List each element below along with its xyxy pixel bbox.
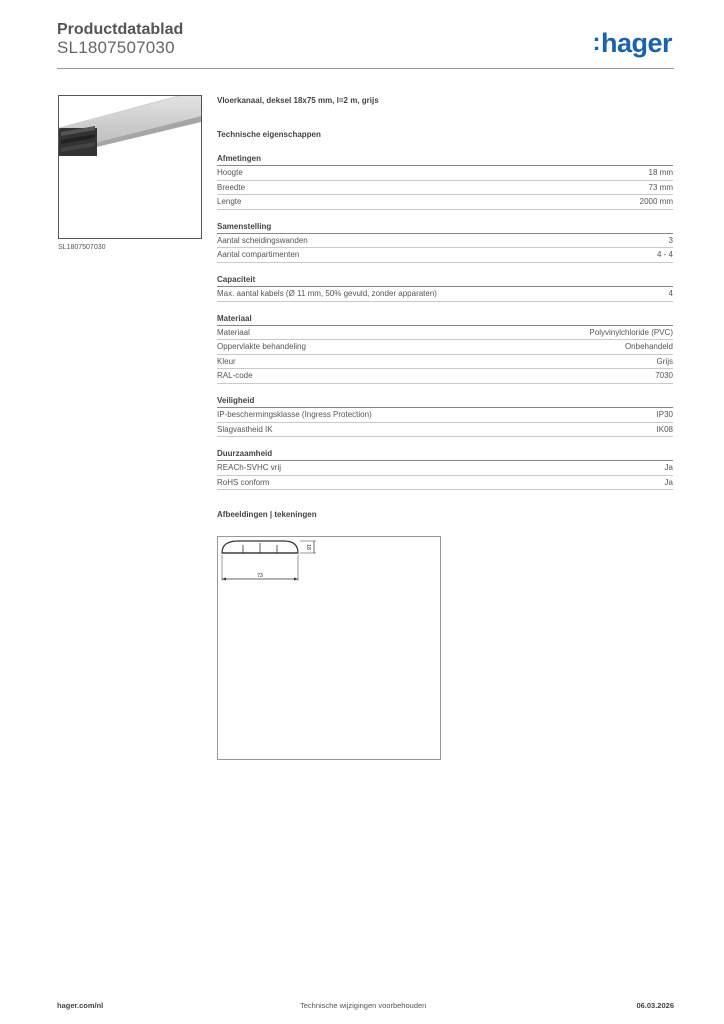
spec-value: 4 - 4 <box>656 250 673 260</box>
section-heading: Afmetingen <box>217 154 673 166</box>
spec-label: Aantal scheidingswanden <box>217 235 308 245</box>
spec-label: REACh-SVHC vrij <box>217 463 282 473</box>
spec-value: Ja <box>664 477 673 487</box>
footer-date: 06.03.2026 <box>636 1001 674 1010</box>
spec-row <box>217 326 673 341</box>
footer-disclaimer: Technische wijzigingen voorbehouden <box>300 1001 427 1010</box>
spec-label: RAL-code <box>217 371 253 381</box>
spec-row <box>217 181 673 196</box>
tech-title: Technische eigenschappen <box>217 130 321 139</box>
spec-sections <box>217 154 673 490</box>
spec-section <box>217 396 673 437</box>
spec-row <box>217 476 673 491</box>
product-photo <box>58 95 202 239</box>
spec-value: 18 mm <box>648 168 673 177</box>
technical-drawing <box>217 536 441 760</box>
footer-website: hager.com/nl <box>57 1001 104 1010</box>
spec-label: Oppervlakte behandeling <box>217 342 306 352</box>
section-heading: Capaciteit <box>217 275 673 287</box>
spec-label: Hoogte <box>217 168 243 177</box>
spec-label: RoHS conform <box>217 477 270 487</box>
drawing-height-label: 18 <box>305 544 311 550</box>
spec-label: Lengte <box>217 197 242 207</box>
spec-value: 3 <box>668 235 673 245</box>
spec-value: 73 mm <box>648 182 673 192</box>
spec-section <box>217 449 673 490</box>
spec-label: Max. aantal kabels (Ø 11 mm, 50% gevuld, zonder apparaten) <box>217 288 437 298</box>
spec-row <box>217 423 673 438</box>
hager-logo: :hager <box>592 28 672 58</box>
spec-row <box>217 408 673 423</box>
spec-row <box>217 287 673 302</box>
spec-value: 4 <box>668 288 673 298</box>
spec-label: IP-beschermingsklasse (Ingress Protection) <box>217 409 372 419</box>
header-rule <box>57 68 674 69</box>
spec-label: Breedte <box>217 182 246 192</box>
spec-content <box>217 96 673 519</box>
spec-value: 2000 mm <box>639 197 673 207</box>
figures-title: Afbeeldingen | tekeningen <box>217 510 317 520</box>
spec-value: IP30 <box>656 409 673 419</box>
spec-label: Kleur <box>217 356 236 366</box>
spec-section <box>217 222 673 263</box>
spec-section <box>217 275 673 302</box>
spec-value: Polyvinylchloride (PVC) <box>589 327 673 337</box>
section-heading: Materiaal <box>217 314 673 326</box>
spec-label: Materiaal <box>217 327 250 337</box>
spec-section <box>217 154 673 210</box>
spec-value: Onbehandeld <box>624 342 673 352</box>
spec-row <box>217 248 673 263</box>
section-heading: Samenstelling <box>217 222 673 234</box>
spec-row <box>217 234 673 249</box>
spec-section <box>217 314 673 384</box>
page-title: Productdatablad <box>57 21 184 38</box>
spec-row <box>217 166 673 181</box>
spec-value: IK08 <box>656 424 673 434</box>
product-description: Vloerkanaal, deksel 18x75 mm, l=2 m, grijs <box>217 96 379 105</box>
spec-row <box>217 369 673 384</box>
spec-row <box>217 461 673 476</box>
photo-caption: SL1807507030 <box>58 244 106 251</box>
logo-text: hager <box>600 28 672 58</box>
spec-row <box>217 340 673 355</box>
section-heading: Veiligheid <box>217 396 673 408</box>
product-code: SL1807507030 <box>57 38 175 57</box>
section-heading: Duurzaamheid <box>217 449 673 461</box>
spec-row <box>217 195 673 210</box>
drawing-width-label: 73 <box>257 573 263 579</box>
spec-row <box>217 355 673 370</box>
spec-label: Slagvastheid IK <box>217 424 273 434</box>
spec-label: Aantal compartimenten <box>217 250 300 260</box>
spec-value: Grijs <box>656 356 673 366</box>
spec-value: Ja <box>664 463 673 473</box>
spec-value: 7030 <box>655 371 673 381</box>
